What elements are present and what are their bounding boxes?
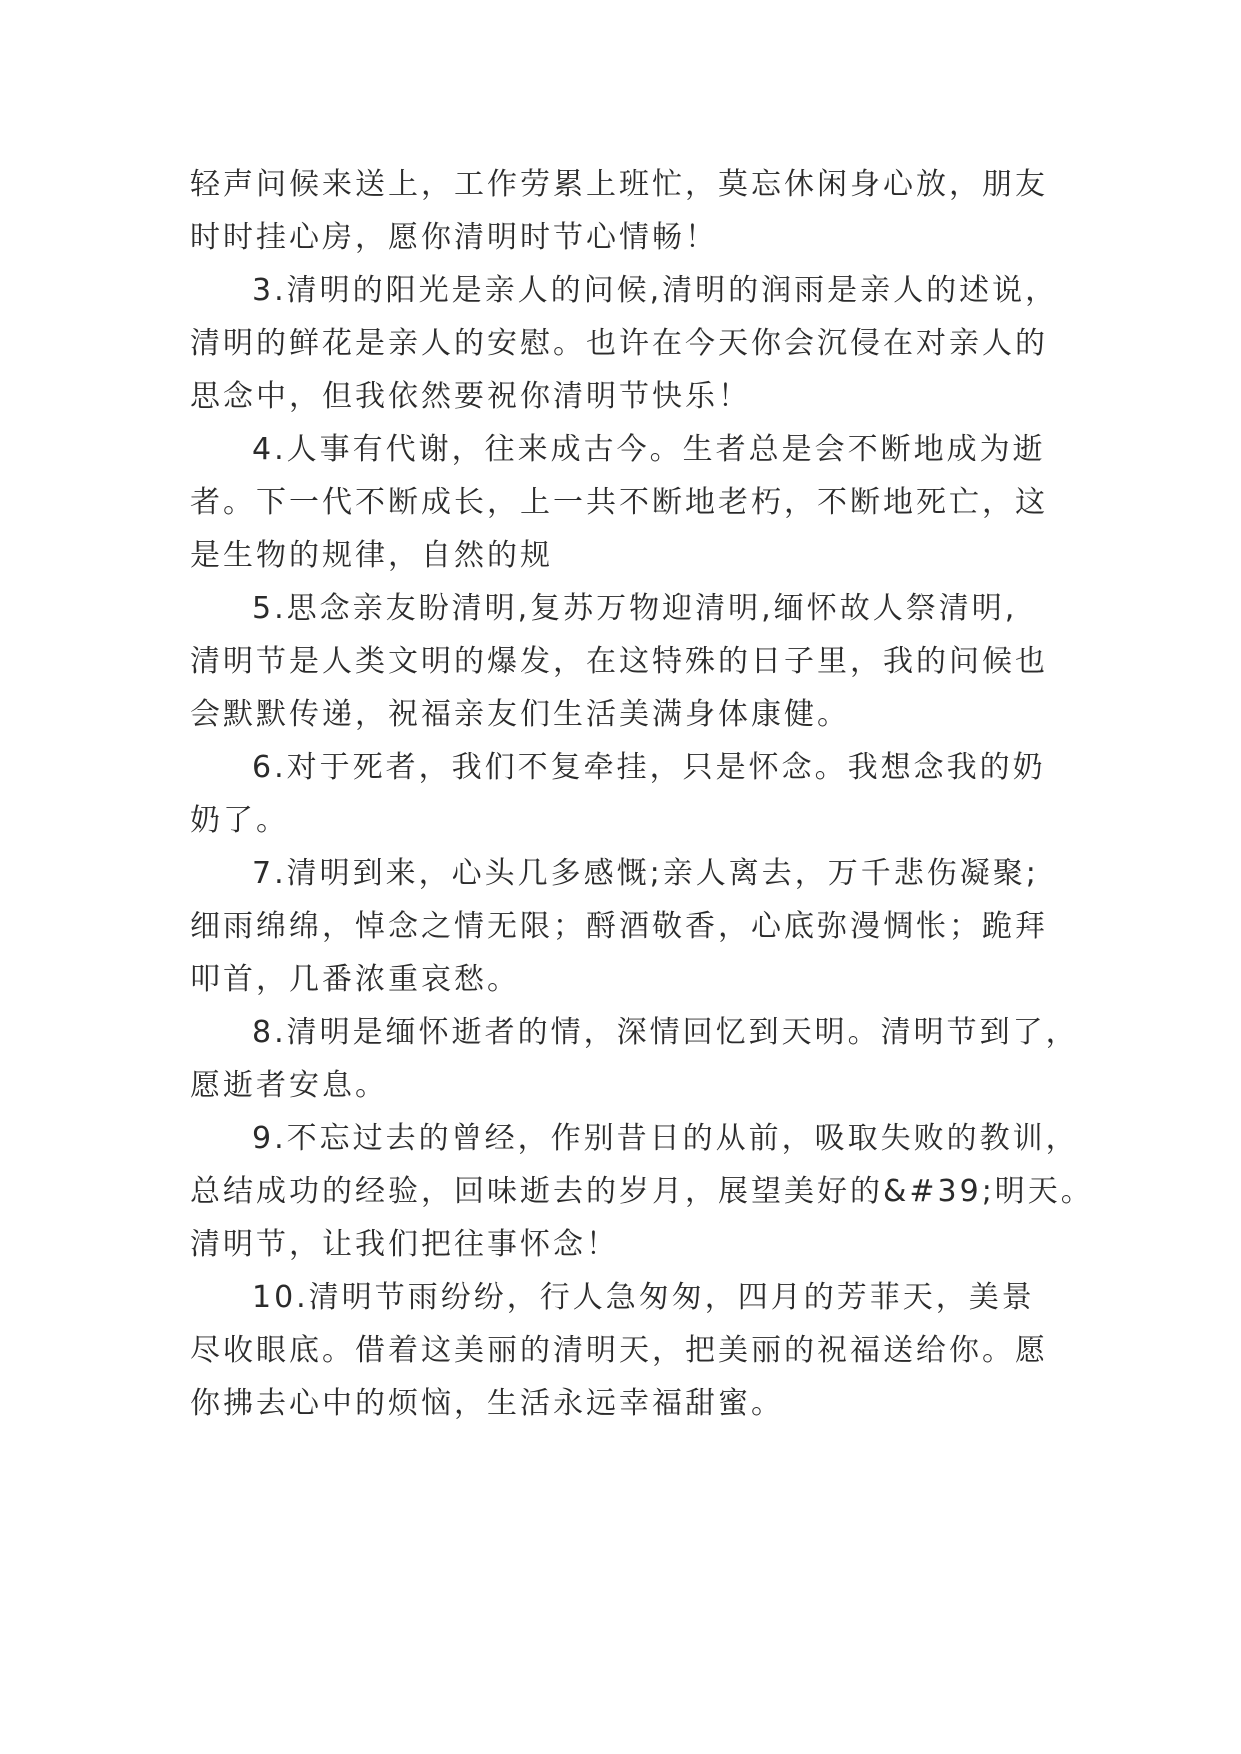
paragraph-line: 8.清明是缅怀逝者的情，深情回忆到天明。清明节到了， <box>252 1015 1079 1050</box>
paragraph-line: 细雨绵绵，悼念之情无限；酹酒敬香，心底弥漫惆怅；跪拜 <box>190 909 1048 944</box>
paragraph-line: 者。下一代不断成长，上一共不断地老朽，不断地死亡，这 <box>190 485 1048 520</box>
paragraph-line: 会默默传递，祝福亲友们生活美满身体康健。 <box>190 697 850 732</box>
paragraph-line: 10.清明节雨纷纷，行人急匆匆，四月的芳菲天，美景 <box>252 1280 1035 1315</box>
paragraph-line: 愿逝者安息。 <box>190 1068 388 1103</box>
paragraph-line: 总结成功的经验，回味逝去的岁月，展望美好的&#39;明天。 <box>190 1174 1094 1209</box>
paragraph-line: 清明节是人类文明的爆发，在这特殊的日子里，我的问候也 <box>190 644 1048 679</box>
paragraph-line: 尽收眼底。借着这美丽的清明天，把美丽的祝福送给你。愿 <box>190 1333 1048 1368</box>
paragraph-line: 叩首，几番浓重哀愁。 <box>190 962 520 997</box>
paragraph-line: 7.清明到来，心头几多感慨;亲人离去，万千悲伤凝聚; <box>252 856 1039 891</box>
paragraph-line: 时时挂心房，愿你清明时节心情畅！ <box>190 220 718 255</box>
paragraph-line: 是生物的规律，自然的规 <box>190 538 553 573</box>
paragraph-line: 清明节，让我们把往事怀念！ <box>190 1227 619 1262</box>
paragraph-line: 5.思念亲友盼清明,复苏万物迎清明,缅怀故人祭清明, <box>252 591 1018 626</box>
paragraph-line: 4.人事有代谢，往来成古今。生者总是会不断地成为逝 <box>252 432 1046 467</box>
paragraph-line: 奶了。 <box>190 803 289 838</box>
paragraph-line: 清明的鲜花是亲人的安慰。也许在今天你会沉侵在对亲人的 <box>190 326 1048 361</box>
paragraph-line: 思念中，但我依然要祝你清明节快乐！ <box>190 379 751 414</box>
paragraph-line: 你拂去心中的烦恼，生活永远幸福甜蜜。 <box>190 1386 784 1421</box>
paragraph-line: 轻声问候来送上，工作劳累上班忙，莫忘休闲身心放，朋友 <box>190 167 1048 202</box>
paragraph-line: 9.不忘过去的曾经，作别昔日的从前，吸取失败的教训， <box>252 1121 1079 1156</box>
paragraph-line: 6.对于死者，我们不复牵挂，只是怀念。我想念我的奶 <box>252 750 1046 785</box>
paragraph-line: 3.清明的阳光是亲人的问候,清明的润雨是亲人的述说， <box>252 273 1059 308</box>
